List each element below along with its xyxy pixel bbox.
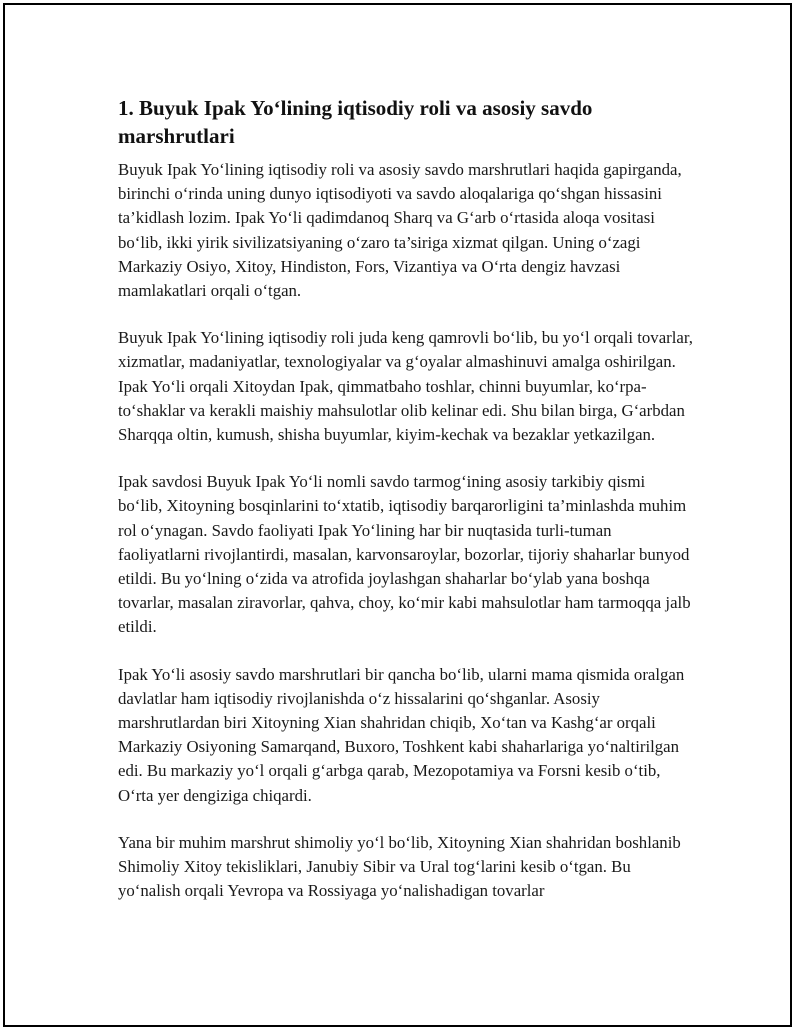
paragraph: Buyuk Ipak Yo‘lining iqtisodiy roli juda keng qamrovli bo‘lib, bu yo‘l orqali tovarlar, xizmatlar, madaniyatlar, texnologiyalar va g‘oyalar almashinuvi amalga oshirilgan. Ipak Yo‘li orqali Xitoydan Ipak, qimmatbaho toshlar, chinni buyumlar, ko‘rpa-to‘shaklar va kerakli maishiy mahsulotlar olib kelinar edi. Shu bilan birga, G‘arbdan Sharqqa oltin, kumush, shisha buyumlar, kiyim-kechak va bezaklar yetkazilgan. <box>118 328 693 445</box>
document-body <box>118 94 693 926</box>
section-heading: 1. Buyuk Ipak Yo‘lining iqtisodiy roli va asosiy savdo marshrutlari <box>118 96 593 148</box>
paragraph: Yana bir muhim marshrut shimoliy yo‘l bo‘lib, Xitoyning Xian shahridan boshlanib Shimoliy Xitoy tekisliklari, Janubiy Sibir va Ural tog‘larini kesib o‘tgan. Bu yo‘nalish orqali Yevropa va Rossiyaga yo‘nalishadigan tovarlar <box>118 832 681 901</box>
paragraph: Buyuk Ipak Yo‘lining iqtisodiy roli va asosiy savdo marshrutlari haqida gapirganda, birinchi o‘rinda uning dunyo iqtisodiyoti va savdo aloqalariga qo‘shgan hissasini ta’kidlash lozim. Ipak Yo‘li qadimdanoq Sharq va G‘arb o‘rtasida aloqa vositasi bo‘lib, ikki yirik sivilizatsiyaning o‘zaro ta’siriga xizmat qilgan. Uning o‘zagi Markaziy Osiyo, Xitoy, Hindiston, Fors, Vizantiya va O‘rta dengiz havzasi mamlakatlari orqali o‘tgan. <box>118 160 682 301</box>
paragraph: Ipak Yo‘li asosiy savdo marshrutlari bir qancha bo‘lib, ularni mama qismida oralgan davlatlar ham iqtisodiy rivojlanishda o‘z hissalarini qo‘shganlar. Asosiy marshrutlardan biri Xitoyning Xian shahridan chiqib, Xo‘tan va Kashg‘ar orqali Markaziy Osiyoning Samarqand, Buxoro, Toshkent kabi shaharlariga yo‘naltirilgan edi. Bu markaziy yo‘l orqali g‘arbga qarab, Mezopotamiya va Forsni kesib o‘tib, O‘rta yer dengiziga chiqardi. <box>118 664 685 805</box>
paragraph: Ipak savdosi Buyuk Ipak Yo‘li nomli savdo tarmog‘ining asosiy tarkibiy qismi bo‘lib, Xitoyning bosqinlarini to‘xtatib, iqtisodiy barqarorligini ta’minlashda muhim rol o‘ynagan. Savdo faoliyati Ipak Yo‘lining har bir nuqtasida turli-tuman faoliyatlarni rivojlantirdi, masalan, karvonsaroylar, bozorlar, tijoriy shaharlar bunyod etildi. Bu yo‘lning o‘zida va atrofida joylashgan shaharlar bo‘ylab yana boshqa tovarlar, masalan ziravorlar, qahva, choy, ko‘mir kabi mahsulotlar ham tarmoqqa jalb etildi. <box>118 472 691 637</box>
